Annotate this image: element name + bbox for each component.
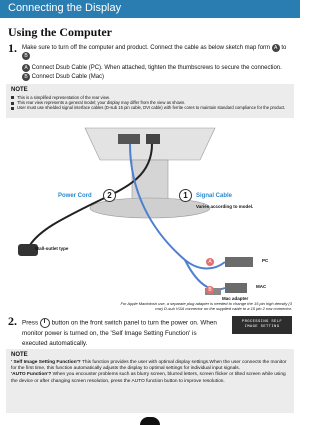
step2-text [22,318,222,349]
note1-item: User must use shielded signal interface cables (D-sub 15 pin cable, DVI cable) with ferrite cores to maintain standard compliance for the product. [11,105,289,110]
step1-item-b [22,73,294,81]
step1-number: 1. [8,41,17,55]
port-b-marker: B [206,286,214,294]
marker-a-icon: A [272,44,280,52]
mac-adapter-text: For Apple Macintosh use, a separate plug adapter is needed to change the 15 pin high density (3 row) D-sub VGA connector on the supplied cable to a 15 pin 2 row connector. [120,301,292,311]
monitor-stand [132,160,168,200]
mac-adapter-title: Mac adapter [222,296,249,301]
note2-paragraph-2: 'AUTO Function'? When you encounter problems such as blurry screen, blurred letters, screen flicker or tilted screen while using the device or after changing screen resolution, press the AUTO function button to improve resolution. [11,372,286,384]
varies-label: Varies according to model. [196,204,254,209]
note1-item: This rear view represents a general model; your display may differ from the view as shown. [11,100,289,105]
step2-number: 2. [8,314,17,328]
mac-connector [225,283,247,293]
step1-item-a-text: Connect Dsub Cable (PC). When attached, tighten the thumbscrews to secure the connection. [31,65,282,71]
note2-title: NOTE [11,352,28,358]
pc-connector [225,257,253,267]
note-box-1 [6,84,294,118]
pc-label: PC [262,258,269,263]
step1-text-main: Make sure to turn off the computer and product. Connect the cable as below sketch map form [22,45,271,51]
power-button-icon [40,318,50,328]
step1-item-b-text: Connect Dsub Cable (Mac) [31,74,105,80]
connection-diagram [0,120,300,310]
osd-line-2: IMAGE SETTING [244,325,280,329]
note1-item: This is a simplified representation of the rear view. [11,95,289,100]
wall-outlet-label: Wall-outlet type [35,246,69,251]
note1-list [11,95,289,111]
note2-paragraph-1: ' Self Image Setting Function'? This function provides the user with optimal display settings.When the user connects the monitor for the first time, this function automatically adjusts the display to optimal settings for individual input signals. [11,360,287,372]
square-bullet-icon [11,96,14,99]
marker-b-icon: B [22,52,30,60]
callout-1: 1 [179,189,192,202]
mac-label: MAC [256,284,267,289]
power-port [146,134,160,144]
step1-text-tail: to [281,45,287,51]
step2-text-after: button on the front switch panel to turn the power on. When monitor power is turned on, the 'Self Image Setting Function' is executed automatically. [22,319,217,347]
page-header-title: Connecting the Display [8,2,122,14]
section-title: Using the Computer [8,25,112,39]
square-bullet-icon [11,102,14,105]
step1-item-a [22,64,294,72]
note2-body [11,360,289,385]
page-tab [140,417,160,425]
square-bullet-icon [11,107,14,110]
step2-text-before: Press [22,319,39,327]
step1-text [22,44,294,60]
osd-processing-display [232,316,292,334]
note-box-2 [6,349,294,413]
marker-a-icon: A [22,64,30,72]
signal-cable-label: Signal Cable [196,193,233,199]
marker-b-icon: B [22,73,30,81]
osd-line-1: PROCESSING SELF [241,320,283,324]
port-a-marker: A [206,258,214,266]
power-cord-label: Power Cord [58,193,92,199]
note1-title: NOTE [11,87,28,93]
callout-2: 2 [103,189,116,202]
dsub-port [118,134,140,144]
